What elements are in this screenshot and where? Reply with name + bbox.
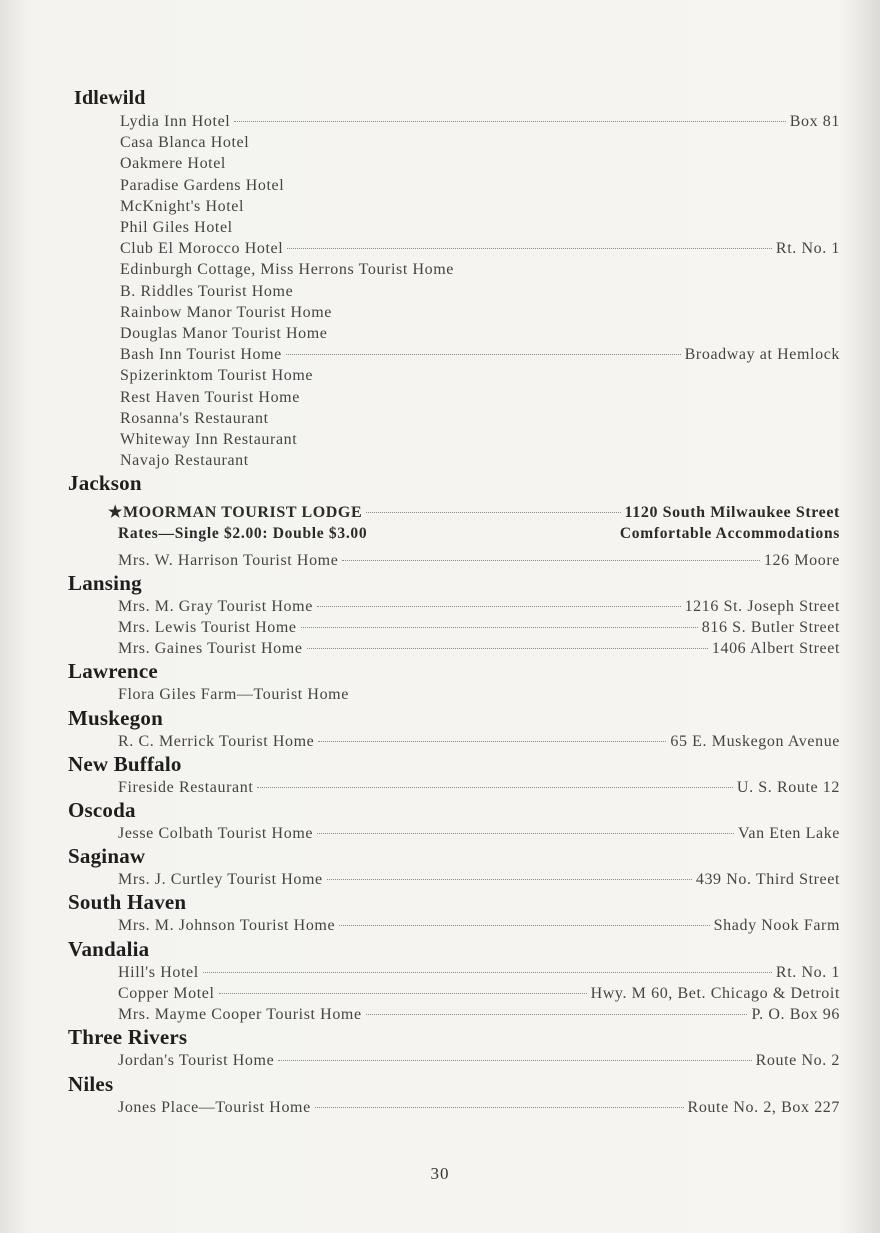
city-heading: South Haven: [68, 890, 187, 915]
list-item: [118, 1050, 840, 1071]
featured-row: [108, 502, 840, 523]
city-heading: Idlewild: [74, 87, 146, 109]
list-item: [118, 638, 840, 659]
listing-group: [68, 731, 840, 752]
list-item: [120, 238, 840, 259]
city-heading: Vandalia: [68, 936, 150, 961]
listing-name: Spizerinktom Tourist Home: [120, 367, 314, 385]
city-heading: Muskegon: [68, 705, 163, 730]
featured-address: 1120 South Milwaukee Street: [624, 504, 840, 522]
featured-rates: Rates—Single $2.00: Double $3.00: [118, 524, 368, 542]
list-item: [118, 983, 840, 1004]
listing-name: Club El Morocco Hotel: [120, 240, 284, 258]
city-heading: Lawrence: [68, 659, 158, 684]
listing-address: 439 No. Third Street: [695, 871, 840, 889]
list-item: [118, 617, 840, 638]
listing-name: Bash Inn Tourist Home: [120, 346, 282, 364]
city-heading: Oscoda: [68, 798, 136, 823]
listing-name: Oakmere Hotel: [120, 155, 226, 173]
dot-leader: [234, 121, 785, 122]
list-item: [120, 323, 840, 344]
list-item: [120, 429, 840, 450]
listing-name: Phil Giles Hotel: [120, 219, 233, 237]
listing-name: Flora Giles Farm—Tourist Home: [118, 686, 349, 704]
list-item: [120, 365, 840, 386]
listing-name: Mrs. W. Harrison Tourist Home: [118, 551, 339, 569]
dot-leader: [257, 787, 733, 788]
list-item: [118, 869, 840, 890]
list-item: [120, 302, 840, 323]
dot-leader: [317, 833, 734, 834]
listing-address: Route No. 2: [755, 1052, 840, 1070]
list-item: [120, 344, 840, 365]
listing-content: [68, 86, 840, 1118]
listing-group: [68, 1050, 840, 1071]
listing-group: [68, 684, 840, 705]
dot-leader: [327, 879, 692, 880]
list-item: [118, 550, 840, 571]
listing-group: [68, 550, 840, 571]
listing-name: Mrs. Gaines Tourist Home: [118, 640, 303, 658]
list-item: [118, 777, 840, 798]
dot-leader: [286, 354, 681, 355]
list-item: [118, 962, 840, 983]
featured-note: Comfortable Accommodations: [619, 524, 840, 542]
listing-name: Rainbow Manor Tourist Home: [120, 303, 332, 321]
listing-address: Hwy. M 60, Bet. Chicago & Detroit: [590, 984, 840, 1002]
dot-leader: [287, 248, 772, 249]
listing-name: Casa Blanca Hotel: [120, 134, 250, 152]
dot-leader: [317, 606, 681, 607]
listing-group: [68, 777, 840, 798]
listing-address: 126 Moore: [763, 551, 840, 569]
listing-group: [68, 1097, 840, 1118]
list-item: [120, 217, 840, 238]
city-heading: New Buffalo: [68, 751, 182, 776]
city-heading: Three Rivers: [68, 1025, 188, 1050]
listing-group: [68, 823, 840, 844]
listing-address: Rt. No. 1: [775, 963, 840, 981]
listing-name: Hill's Hotel: [118, 963, 199, 981]
listing-address: Rt. No. 1: [775, 240, 840, 258]
list-item: [120, 387, 840, 408]
listing-name: Navajo Restaurant: [120, 452, 249, 470]
dot-leader: [307, 648, 708, 649]
listing-address: U. S. Route 12: [736, 778, 840, 796]
city-heading: Jackson: [68, 471, 142, 496]
list-item: [120, 111, 840, 132]
listing-name: Mrs. M. Johnson Tourist Home: [118, 917, 336, 935]
list-item: [120, 175, 840, 196]
dot-leader: [278, 1060, 751, 1061]
listing-name: B. Riddles Tourist Home: [120, 282, 294, 300]
listing-name: Rosanna's Restaurant: [120, 409, 269, 427]
listing-name: McKnight's Hotel: [120, 197, 245, 215]
list-item: [120, 132, 840, 153]
listing-group: [68, 962, 840, 1026]
listing-address: Box 81: [789, 113, 840, 130]
city-heading: Lansing: [68, 570, 142, 595]
dot-leader: [342, 560, 760, 561]
listing-address: 1216 St. Joseph Street: [684, 597, 840, 615]
list-item: [118, 915, 840, 936]
list-item: [118, 684, 840, 705]
listing-address: Shady Nook Farm: [713, 917, 840, 935]
listing-name: Rest Haven Tourist Home: [120, 388, 300, 406]
list-item: [120, 259, 840, 280]
listing-name: Douglas Manor Tourist Home: [120, 325, 328, 343]
listing-address: P. O. Box 96: [751, 1006, 840, 1024]
dot-leader: [219, 993, 587, 994]
listing-address: Broadway at Hemlock: [684, 346, 840, 364]
listing-address: Van Eten Lake: [738, 825, 840, 843]
dot-leader: [203, 972, 772, 973]
dot-leader: [366, 1014, 748, 1015]
listing-name: R. C. Merrick Tourist Home: [118, 732, 315, 750]
list-item: [120, 281, 840, 302]
listing-name: Mrs. M. Gray Tourist Home: [118, 597, 313, 615]
dot-leader: [366, 512, 620, 513]
featured-name: ★MOORMAN TOURIST LODGE: [108, 504, 363, 522]
listing-name: Copper Motel: [118, 984, 215, 1002]
list-item: [118, 731, 840, 752]
dot-leader: [315, 1107, 684, 1108]
list-item: [120, 408, 840, 429]
list-item: [118, 596, 840, 617]
listing-group: [68, 111, 840, 471]
listing-name: Fireside Restaurant: [118, 778, 254, 796]
listing-name: Jordan's Tourist Home: [118, 1052, 275, 1070]
city-heading: Saginaw: [68, 844, 146, 869]
list-item: [118, 823, 840, 844]
dot-leader: [339, 925, 709, 926]
listing-address: Route No. 2, Box 227: [687, 1098, 840, 1116]
featured-rates-row: [118, 524, 840, 544]
dot-leader: [301, 627, 698, 628]
dot-leader: [318, 741, 666, 742]
listing-name: Edinburgh Cottage, Miss Herrons Tourist Home: [120, 261, 455, 279]
featured-listing: [108, 502, 840, 543]
listing-name: Jesse Colbath Tourist Home: [118, 825, 314, 843]
city-heading: Niles: [68, 1071, 114, 1096]
list-item: [120, 153, 840, 174]
listing-group: [68, 596, 840, 660]
listing-name: Whiteway Inn Restaurant: [120, 431, 298, 449]
list-item: [120, 196, 840, 217]
list-item: [118, 1004, 840, 1025]
listing-name: Mrs. J. Curtley Tourist Home: [118, 871, 323, 889]
listing-group: [68, 915, 840, 936]
list-item: [120, 450, 840, 471]
listing-address: 816 S. Butler Street: [701, 619, 840, 637]
listing-group: [68, 869, 840, 890]
listing-name: Mrs. Lewis Tourist Home: [118, 619, 297, 637]
listing-name: Mrs. Mayme Cooper Tourist Home: [118, 1006, 362, 1024]
page-number: 30: [430, 1164, 450, 1183]
listing-name: Paradise Gardens Hotel: [120, 176, 285, 194]
listing-address: 65 E. Muskegon Avenue: [670, 732, 840, 750]
listing-address: 1406 Albert Street: [711, 640, 840, 658]
list-item: [118, 1097, 840, 1118]
listing-name: Jones Place—Tourist Home: [118, 1098, 311, 1116]
listing-name: Lydia Inn Hotel: [120, 113, 231, 130]
